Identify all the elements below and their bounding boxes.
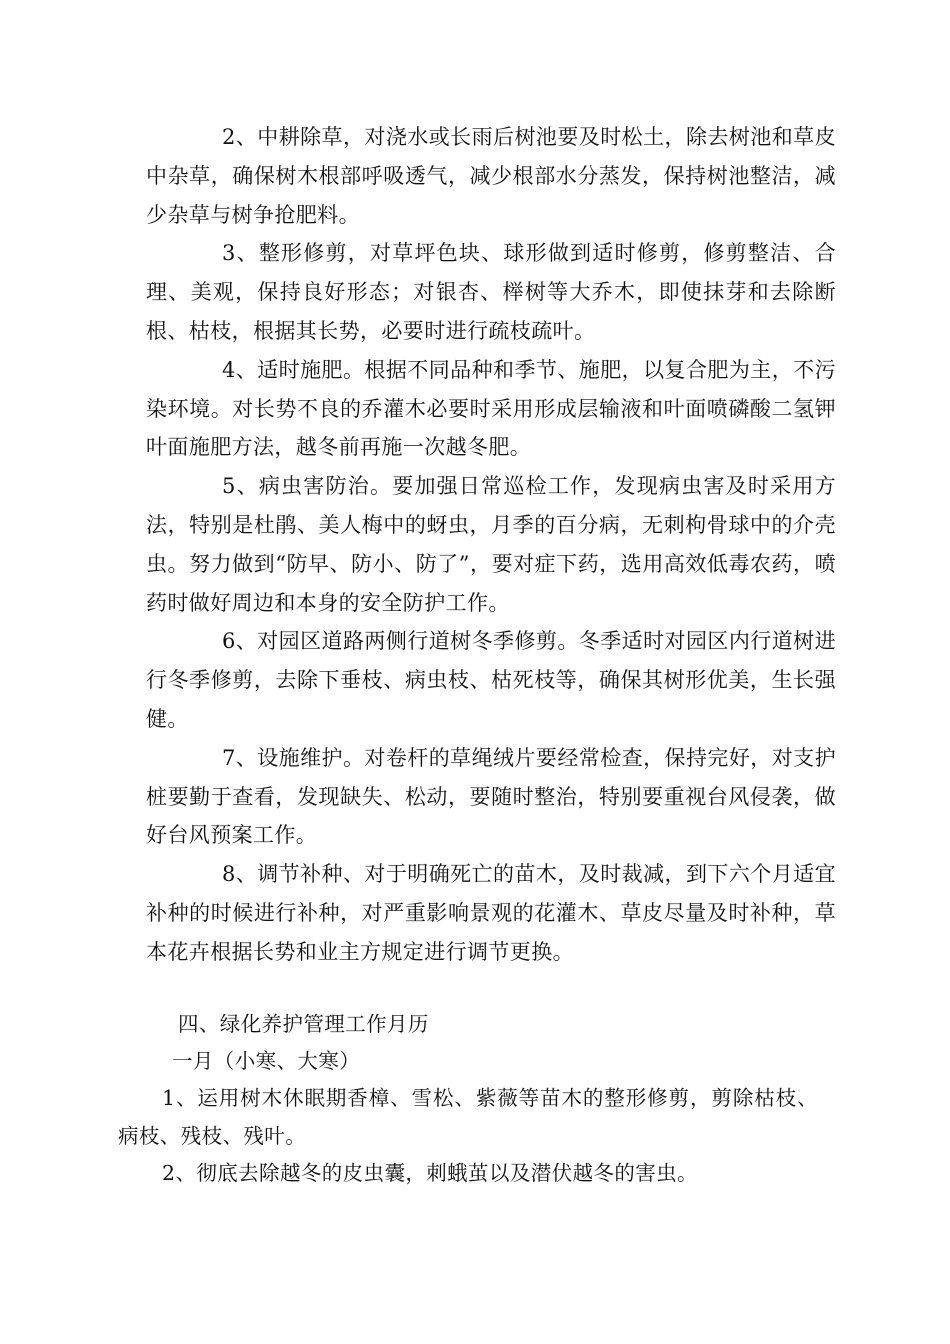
paragraph-pest-control: 5、病虫害防治。要加强日常巡检工作，发现病虫害及时采用方法，特别是杜鹃、美人梅中的蚜虫，月季的百分病，无刺枸骨球中的介壳虫。努力做到“防早、防小、防了”，要对症下药，选用高效低毒农药，喷药时做好周边和本身的安全防护工作。: [146, 474, 836, 615]
paragraph-facility-maintenance: 7、设施维护。对卷杆的草绳绒片要经常检查，保持完好，对支护桩要勤于查看，发现缺失、松动，要随时整治，特别要重视台风侵袭，做好台风预案工作。: [146, 745, 836, 848]
month-heading: 一月（小寒、大寒）: [172, 1049, 361, 1073]
paragraph-replanting: 8、调节补种、对于明确死亡的苗木，及时裁减，到下六个月适宜补种的时候进行补种，对严重影响景观的花灌木、草皮尽量及时补种，草本花卉根据长势和业主方规定进行调节更换。: [146, 862, 836, 964]
january-task-item: 2、彻底去除越冬的皮虫囊，刺蛾茧以及潜伏越冬的害虫。: [162, 1161, 698, 1185]
paragraph-fertilizing: 4、适时施肥。根据不同品种和季节、施肥，以复合肥为主，不污染环境。对长势不良的乔灌木必要时采用形成层输液和叶面喷磷酸二氢钾叶面施肥方法，越冬前再施一次越冬肥。: [146, 357, 836, 460]
paragraph-weeding: 2、中耕除草，对浇水或长雨后树池要及时松土，除去树池和草皮中杂草，确保树木根部呼吸透气，减少根部水分蒸发，保持树池整洁，减少杂草与树争抢肥料。: [146, 125, 836, 227]
paragraph-pruning: 3、整形修剪，对草坪色块、球形做到适时修剪，修剪整洁、合理、美观，保持良好形态；对银杏、榉树等大乔木，即使抹芽和去除断根、枯枝，根据其长势，必要时进行疏枝疏叶。: [146, 241, 836, 343]
section-heading: 四、绿化养护管理工作月历: [178, 1012, 429, 1036]
january-tasks-list: [118, 1080, 818, 1193]
paragraph-street-tree-pruning: 6、对园区道路两侧行道树冬季修剪。冬季适时对园区内行道树进行冬季修剪，去除下垂枝、病虫枝、枯死枝等，确保其树形优美，生长强健。: [146, 629, 836, 731]
maintenance-measures-list: [146, 118, 836, 972]
january-task-item: 1、运用树木休眠期香樟、雪松、紫薇等苗木的整形修剪，剪除枯枝、病枝、残枝、残叶。: [118, 1086, 818, 1148]
